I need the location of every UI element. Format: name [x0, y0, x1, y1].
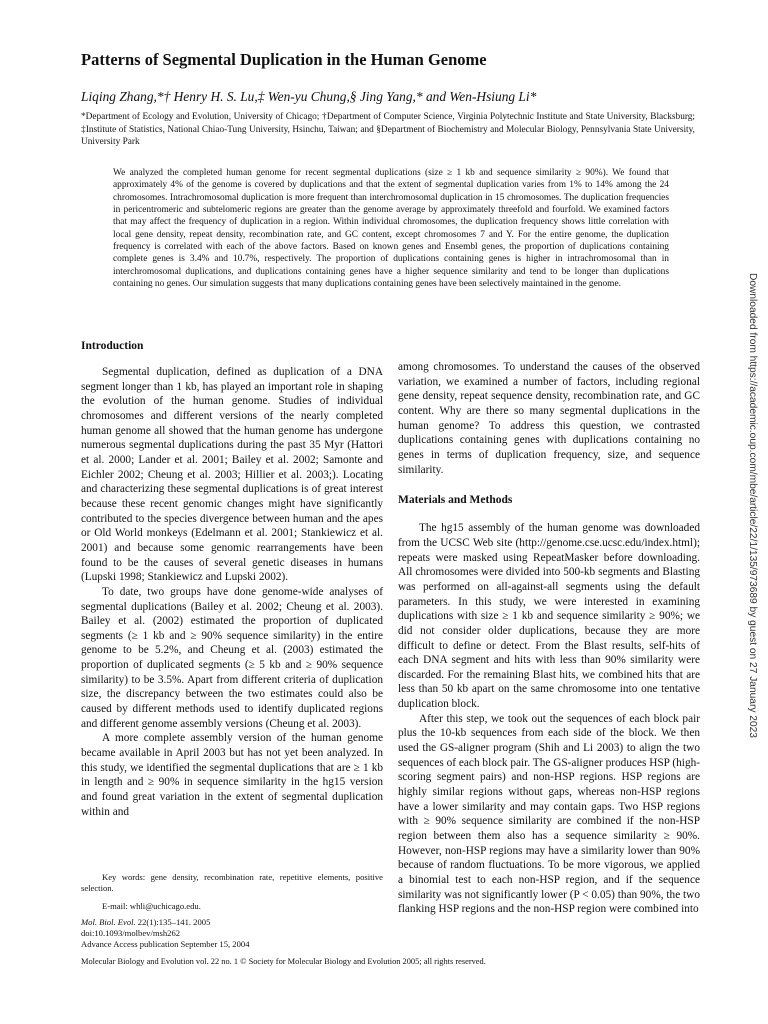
right-column — [398, 360, 700, 917]
doi: doi:10.1093/molbev/msh262 — [81, 928, 181, 939]
intro-paragraph-3: A more complete assembly version of the human genome became available in April 2003 but has not yet been analyzed. In this study, we identified the segmental duplications that are ≥ 1 kb in length and ≥ 90% in sequence similarity in the hg15 version and found great variation in the extent of segmental duplication within and — [81, 732, 383, 818]
download-watermark: Downloaded from https://academic.oup.com/mbe/article/22/1/135/973689 by guest on 27 January 2023 — [747, 273, 758, 738]
intro-paragraph-1: Segmental duplication, defined as duplication of a DNA segment longer than 1 kb, has played an important role in shaping the evolution of the human genome. Studies of individual chromosomes and different versions of the nearly completed human genome all showed that the human genome has undergone numerous segmental duplications during the past 35 Myr (Hattori et al. 2000; Lander et al. 2001; Bailey et al. 2002; Samonte and Eichler 2002; Cheung et al. 2003; Hillier et al. 2003;). Locating and characterizing these segmental duplications is of great interest because these recent genomic changes might have significantly contributed to the species divergence between human and the apes or Old World monkeys (Edelmann et al. 2001; Stankiewicz et al. 2001) and because some genomic rearrangements have been found to be the causes of several genetic diseases in humans (Lupski 1998; Stankiewicz and Lupski 2002). — [81, 366, 383, 584]
corresponding-email: E-mail: whli@uchicago.edu. — [102, 900, 201, 911]
citation-volume: 22(1):135–141. 2005 — [135, 916, 211, 927]
keywords: Key words: gene density, recombination rate, repetitive elements, positive selection. — [81, 872, 383, 894]
advance-access-note: Advance Access publication September 15, 2004 — [81, 939, 250, 950]
journal-citation — [81, 917, 383, 928]
journal-abbreviation: Mol. Biol. Evol. — [81, 916, 136, 927]
intro-paragraph-continued: among chromosomes. To understand the causes of the observed variation, we examined a number of factors, including regional gene density, repeat sequence density, recombination rate, and GC content. Why are there so many segmental duplications in the human genome? To address this question, we contrasted duplications containing genes with duplications containing no genes in terms of duplication frequency, size, and sequence similarity. — [398, 361, 700, 476]
methods-paragraph-1: The hg15 assembly of the human genome was downloaded from the UCSC Web site (http://genome.cse.ucsc.edu/index.html); repeats were masked using RepeatMasker before downloading. All chromosomes were divided into 500-kb segments and Blasting was performed on all-against-all segments using the default parameters. In this study, we were interested in examining duplications with size ≥ 1 kb and sequence similarity ≥ 90%; we did not consider older duplications, because they are more difficult to define or detect. From the Blast results, self-hits of each DNA segment and hits with less than 90% similarity were discarded. For the remaining Blast hits, we combined hits that are less than 50 kb apart on the same chromosome into one tentative duplication block. — [398, 522, 700, 711]
introduction-heading: Introduction — [81, 340, 144, 352]
author-list: Liqing Zhang,*† Henry H. S. Lu,‡ Wen-yu Chung,§ Jing Yang,* and Wen-Hsiung Li* — [81, 89, 537, 104]
first-page-footnotes — [81, 872, 383, 951]
abstract: We analyzed the completed human genome for recent segmental duplications (size ≥ 1 kb and sequence similarity ≥ 90%). We found that approximately 4% of the genome is covered by duplications and that the extent of segmental duplication varies from 1% to 14% among the 24 chromosomes. Intrachromosomal duplication is more frequent than interchromosomal duplication in 15 chromosomes. The duplication frequencies in pericentromeric and subtelomeric regions are greater than the genome average by approximately threefold and fourfold. We examined factors that may affect the frequency of duplication in a region. Within individual chromosomes, the duplication frequency shows little correlation with local gene density, repeat density, recombination rate, and GC content, except chromosomes 7 and Y. For the entire genome, the duplication frequency is correlated with each of the above factors. Based on known genes and Ensembl genes, the proportion of duplications containing complete genes is 3.4% and 10.7%, respectively. The proportion of duplications containing genes is higher in intrachromosomal than in interchromosomal duplications, and duplications containing genes have a higher sequence similarity and tend to be longer than duplications containing no genes. Our simulation suggests that many duplications containing genes have been selectively maintained in the genome. — [113, 168, 669, 290]
methods-paragraph-2: After this step, we took out the sequences of each block pair plus the 10-kb sequences from each side of the block. We then used the GS-aligner program (Shih and Li 2003) to align the two sequences of each block pair. The GS-aligner produces HSP (high-scoring segment pairs) and non-HSP regions. HSP regions are highly similar regions without gaps, whereas non-HSP regions have a lower similarity and may contain gaps. Two HSP regions with ≥ 90% sequence similarity are combined if the non-HSP region between them also has a sequence similarity ≥ 90%. However, non-HSP regions may have a similarity lower than 90% because of random fluctuations. To be more vigorous, we applied a binomial test to each non-HSP region, and if the sequence similarity was not significantly lower (P < 0.05) than 90%, the two flanking HSP regions and the non-HSP region were combined into — [398, 712, 700, 916]
intro-paragraph-2: To date, two groups have done genome-wide analyses of segmental duplications (Bailey et al. 2002; Cheung et al. 2003). Bailey et al. (2002) estimated the proportion of duplicated segments (≥ 1 kb and ≥ 90% sequence similarity) in the entire genome to be 5.2%, and Cheung et al. (2003) estimated the proportion of duplicated segments (≥ 5 kb and ≥ 90% sequence similarity) to be 3.5%. Apart from different criteria of duplication size, the discrepancy between the two estimates could also be caused by different methods used to identify duplicated regions and different genome assembly versions (Cheung et al. 2003). — [81, 585, 383, 730]
methods-heading: Materials and Methods — [398, 494, 513, 507]
affiliations: *Department of Ecology and Evolution, University of Chicago; †Department of Computer Science, Virginia Polytechnic Institute and State University, Blacksburg; ‡Institute of Statistics, National Chiao-Tung University, Hsinchu, Taiwan; and §Department of Biochemistry and Molecular Biology, Pennsylvania State University, University Park — [81, 112, 695, 148]
paper-title: Patterns of Segmental Duplication in the Human Genome — [81, 50, 487, 69]
left-column — [81, 339, 383, 819]
copyright-footer: Molecular Biology and Evolution vol. 22 no. 1 © Society for Molecular Biology and Evolution 2005; all rights reserved. — [81, 957, 486, 966]
